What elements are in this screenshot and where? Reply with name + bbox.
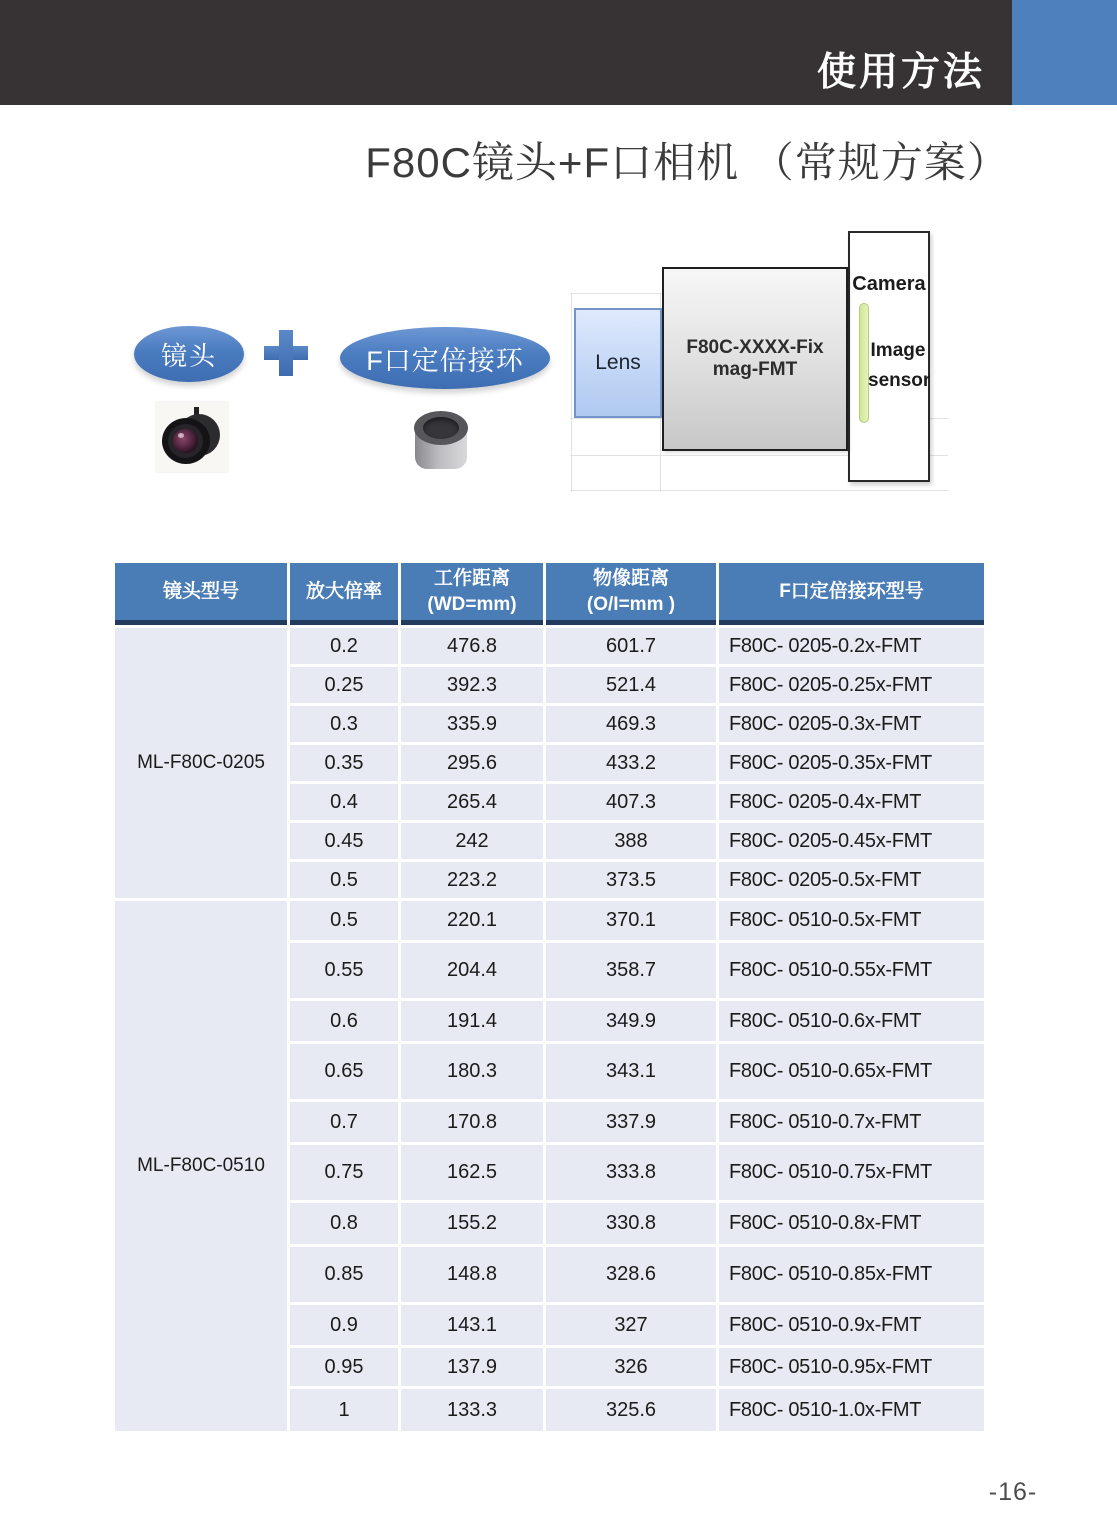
adapter-model-cell: F80C- 0510-0.7x-FMT xyxy=(719,1102,984,1142)
lens-photo-glint xyxy=(178,433,184,438)
object-image-distance-cell: 358.7 xyxy=(546,943,716,998)
object-image-distance-cell: 325.6 xyxy=(546,1389,716,1431)
lens-photo xyxy=(156,402,228,472)
grid-line xyxy=(571,293,572,492)
magnification-cell: 0.9 xyxy=(290,1305,398,1345)
magnification-cell: 0.7 xyxy=(290,1102,398,1142)
object-image-distance-cell: 370.1 xyxy=(546,901,716,940)
object-image-distance-cell: 388 xyxy=(546,823,716,859)
working-distance-cell: 170.8 xyxy=(401,1102,543,1142)
col-header-lens-model: 镜头型号 xyxy=(115,563,287,625)
working-distance-cell: 265.4 xyxy=(401,784,543,820)
magnification-cell: 0.5 xyxy=(290,901,398,940)
magnification-cell: 1 xyxy=(290,1389,398,1431)
magnification-cell: 0.55 xyxy=(290,943,398,998)
lens-photo-glass xyxy=(173,429,198,453)
adapter-model-cell: F80C- 0205-0.4x-FMT xyxy=(719,784,984,820)
adapter-model-cell: F80C- 0205-0.5x-FMT xyxy=(719,862,984,898)
adapter-model-cell: F80C- 0510-0.6x-FMT xyxy=(719,1001,984,1041)
magnification-cell: 0.4 xyxy=(290,784,398,820)
magnification-cell: 0.35 xyxy=(290,745,398,781)
working-distance-cell: 162.5 xyxy=(401,1145,543,1200)
magnification-cell: 0.75 xyxy=(290,1145,398,1200)
spec-table-body xyxy=(115,628,984,1431)
col-header-working-distance: 工作距离 (WD=mm) xyxy=(401,563,543,625)
adapter-model-cell: F80C- 0510-1.0x-FMT xyxy=(719,1389,984,1431)
working-distance-cell: 204.4 xyxy=(401,943,543,998)
col-header-object-image-distance: 物像距离 (O/I=mm ) xyxy=(546,563,716,625)
object-image-distance-cell: 373.5 xyxy=(546,862,716,898)
magnification-cell: 0.25 xyxy=(290,667,398,703)
magnification-cell: 0.45 xyxy=(290,823,398,859)
object-image-distance-cell: 469.3 xyxy=(546,706,716,742)
adapter-ring-photo xyxy=(414,411,468,472)
object-image-distance-cell: 328.6 xyxy=(546,1247,716,1302)
object-image-distance-cell: 521.4 xyxy=(546,667,716,703)
spec-table-header xyxy=(115,563,984,625)
adapter-box: F80C-XXXX-Fix mag-FMT xyxy=(662,267,848,451)
page-title: F80C镜头+F口相机 （常规方案） xyxy=(365,139,1010,186)
table-row xyxy=(115,901,984,940)
object-image-distance-cell: 407.3 xyxy=(546,784,716,820)
working-distance-cell: 223.2 xyxy=(401,862,543,898)
magnification-cell: 0.8 xyxy=(290,1203,398,1244)
grid-line xyxy=(570,293,662,294)
col-header-magnification: 放大倍率 xyxy=(290,563,398,625)
adapter-model-cell: F80C- 0205-0.25x-FMT xyxy=(719,667,984,703)
adapter-model-cell: F80C- 0510-0.8x-FMT xyxy=(719,1203,984,1244)
adapter-model-cell: F80C- 0205-0.2x-FMT xyxy=(719,628,984,664)
banner-accent-square xyxy=(1012,0,1117,105)
working-distance-cell: 220.1 xyxy=(401,901,543,940)
lens-box: Lens xyxy=(574,308,662,418)
magnification-cell: 0.65 xyxy=(290,1044,398,1099)
adapter-model-cell: F80C- 0510-0.65x-FMT xyxy=(719,1044,984,1099)
grid-line xyxy=(570,490,948,491)
working-distance-cell: 191.4 xyxy=(401,1001,543,1041)
camera-label: Camera xyxy=(852,273,926,295)
object-image-distance-cell: 601.7 xyxy=(546,628,716,664)
object-image-distance-cell: 343.1 xyxy=(546,1044,716,1099)
working-distance-cell: 476.8 xyxy=(401,628,543,664)
working-distance-cell: 295.6 xyxy=(401,745,543,781)
object-image-distance-cell: 326 xyxy=(546,1348,716,1386)
adapter-ring-hole xyxy=(423,417,459,439)
magnification-cell: 0.95 xyxy=(290,1348,398,1386)
banner-title: 使用方法 xyxy=(816,51,985,94)
adapter-model-cell: F80C- 0510-0.85x-FMT xyxy=(719,1247,984,1302)
adapter-model-cell: F80C- 0510-0.95x-FMT xyxy=(719,1348,984,1386)
working-distance-cell: 180.3 xyxy=(401,1044,543,1099)
camera-box xyxy=(848,231,930,482)
adapter-model-cell: F80C- 0205-0.45x-FMT xyxy=(719,823,984,859)
spec-table xyxy=(112,560,987,1434)
magnification-cell: 0.5 xyxy=(290,862,398,898)
magnification-cell: 0.6 xyxy=(290,1001,398,1041)
adapter-model-cell: F80C- 0510-0.9x-FMT xyxy=(719,1305,984,1345)
object-image-distance-cell: 337.9 xyxy=(546,1102,716,1142)
col-header-adapter-model: F口定倍接环型号 xyxy=(719,563,984,625)
page-number: -16- xyxy=(988,1478,1038,1506)
lens-model-cell: ML-F80C-0510 xyxy=(115,901,287,1431)
image-sensor-label: Image sensor xyxy=(868,340,931,392)
magnification-cell: 0.85 xyxy=(290,1247,398,1302)
working-distance-cell: 335.9 xyxy=(401,706,543,742)
working-distance-cell: 133.3 xyxy=(401,1389,543,1431)
banner-dark-band xyxy=(0,0,1012,105)
object-image-distance-cell: 327 xyxy=(546,1305,716,1345)
working-distance-cell: 143.1 xyxy=(401,1305,543,1345)
lens-bubble: 镜头 xyxy=(134,326,244,382)
adapter-model-cell: F80C- 0205-0.3x-FMT xyxy=(719,706,984,742)
lens-model-cell: ML-F80C-0205 xyxy=(115,628,287,898)
adapter-model-cell: F80C- 0510-0.55x-FMT xyxy=(719,943,984,998)
working-distance-cell: 148.8 xyxy=(401,1247,543,1302)
object-image-distance-cell: 433.2 xyxy=(546,745,716,781)
working-distance-cell: 155.2 xyxy=(401,1203,543,1244)
magnification-cell: 0.2 xyxy=(290,628,398,664)
adapter-model-cell: F80C- 0510-0.75x-FMT xyxy=(719,1145,984,1200)
table-row xyxy=(115,628,984,664)
plus-icon xyxy=(264,330,308,376)
working-distance-cell: 137.9 xyxy=(401,1348,543,1386)
working-distance-cell: 392.3 xyxy=(401,667,543,703)
adapter-bubble: F口定倍接环 xyxy=(340,327,550,389)
working-distance-cell: 242 xyxy=(401,823,543,859)
object-image-distance-cell: 330.8 xyxy=(546,1203,716,1244)
adapter-model-cell: F80C- 0510-0.5x-FMT xyxy=(719,901,984,940)
object-image-distance-cell: 349.9 xyxy=(546,1001,716,1041)
magnification-cell: 0.3 xyxy=(290,706,398,742)
adapter-model-cell: F80C- 0205-0.35x-FMT xyxy=(719,745,984,781)
top-banner xyxy=(0,0,1117,105)
object-image-distance-cell: 333.8 xyxy=(546,1145,716,1200)
